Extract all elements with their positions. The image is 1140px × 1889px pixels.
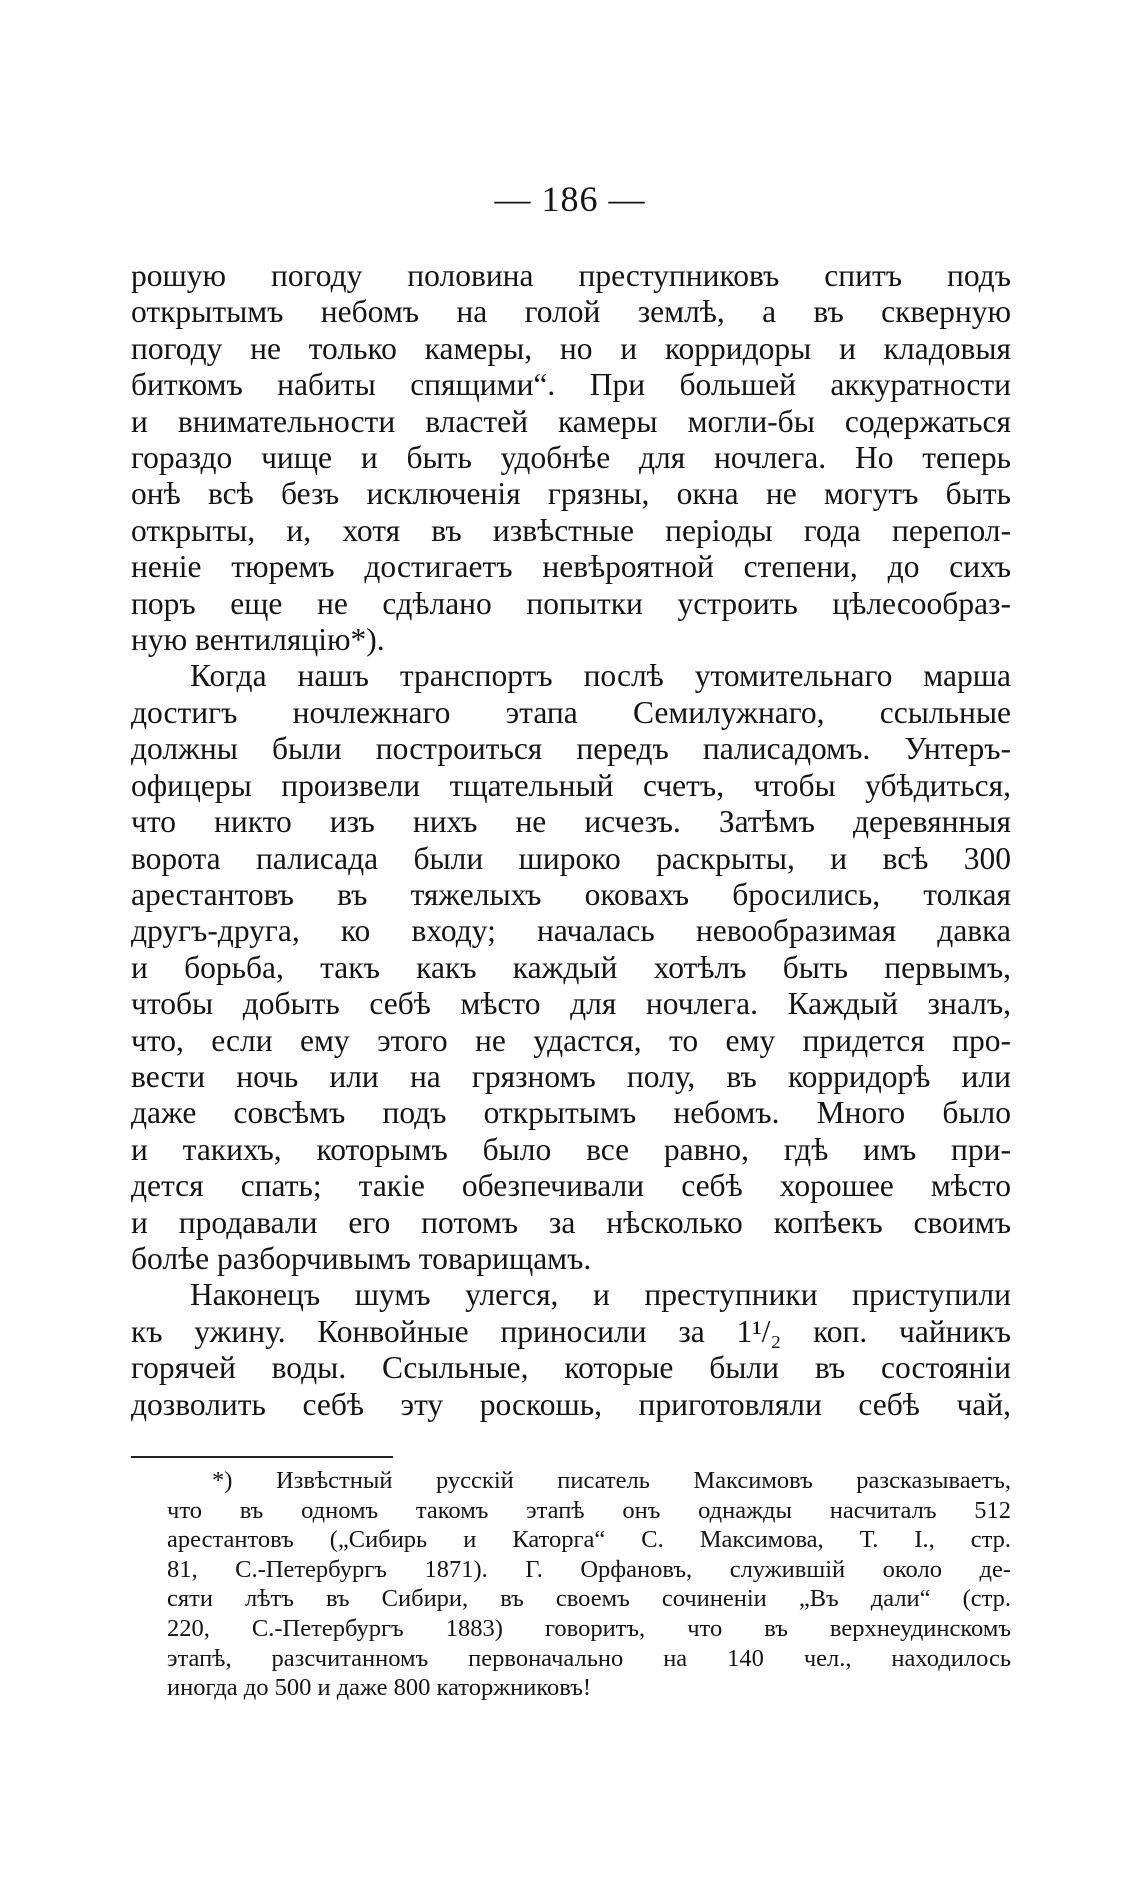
main-text bbox=[131, 258, 1011, 1423]
text-line: дется спать; такіе обезпечивали себѣ хорошее мѣсто bbox=[131, 1168, 1011, 1204]
text-line: рошую погоду половина преступниковъ спитъ подъ bbox=[131, 258, 1011, 293]
footnote-divider bbox=[131, 1456, 393, 1458]
footnote bbox=[167, 1466, 1011, 1703]
text-line: поръ еще не сдѣлано попытки устроить цѣлесообраз- bbox=[131, 585, 1011, 621]
text-line: онѣ всѣ безъ исключенія грязны, окна не могутъ быть bbox=[131, 476, 1011, 512]
text-line: должны были построиться передъ палисадомъ. Унтеръ- bbox=[131, 731, 1011, 767]
text-line: достигъ ночлежнаго этапа Семилужнаго, ссыльные bbox=[131, 694, 1011, 730]
text-line: погоду не только камеры, но и корридоры и кладовыя bbox=[131, 330, 1011, 366]
footnote-line: этапѣ, разсчитанномъ первоначально на 140 чел., находилось bbox=[167, 1644, 1011, 1672]
text-line: и внимательности властей камеры могли-бы содержаться bbox=[131, 403, 1011, 439]
footnote-line: 81, С.-Петербургъ 1871). Г. Орфановъ, служившій около де- bbox=[167, 1555, 1011, 1583]
text-line: дозволить себѣ эту роскошь, приготовляли себѣ чай, bbox=[131, 1386, 1011, 1422]
footnote-line: *) Извѣстный русскій писатель Максимовъ разсказываетъ, bbox=[212, 1467, 1011, 1494]
text-line: и такихъ, которымъ было все равно, гдѣ имъ при- bbox=[131, 1131, 1011, 1167]
text-line: гораздо чище и быть удобнѣе для ночлега. Но теперь bbox=[131, 440, 1011, 476]
text-line: чтобы добыть себѣ мѣсто для ночлега. Каждый зналъ, bbox=[131, 986, 1011, 1022]
text-line: открыты, и, хотя въ извѣстные періоды года перепол- bbox=[131, 512, 1011, 548]
text-line: горячей воды. Ссыльные, которые были въ состояніи bbox=[131, 1350, 1011, 1386]
text-line: къ ужину. Конвойные приносили за 1¹/₂ коп. чайникъ bbox=[131, 1313, 1011, 1349]
text-line: арестантовъ въ тяжелыхъ оковахъ бросились, толкая bbox=[131, 876, 1011, 912]
text-line: ворота палисада были широко раскрыты, и всѣ 300 bbox=[131, 840, 1011, 876]
text-line: вести ночь или на грязномъ полу, въ корридорѣ или bbox=[131, 1058, 1011, 1094]
paragraph-start-line: Наконецъ шумъ улегся, и преступники приступили bbox=[190, 1277, 1011, 1313]
text-line: открытымъ небомъ на голой землѣ, а въ скверную bbox=[131, 294, 1011, 330]
paragraph-start-line: Когда нашъ транспортъ послѣ утомительнаго марша bbox=[190, 658, 1011, 694]
text-line: что, если ему этого не удастся, то ему придется про- bbox=[131, 1022, 1011, 1058]
footnote-line: арестантовъ („Сибирь и Каторга“ С. Максимова, Т. I., стр. bbox=[167, 1526, 1011, 1554]
text-line: другъ-друга, ко входу; началась невообразимая давка bbox=[131, 913, 1011, 949]
footnote-line: иногда до 500 и даже 800 каторжниковъ! bbox=[167, 1674, 592, 1702]
text-line: неніе тюремъ достигаетъ невѣроятной степени, до сихъ bbox=[131, 549, 1011, 585]
text-line: ную вентиляцію*). bbox=[131, 622, 385, 658]
text-line: что никто изъ нихъ не исчезъ. Затѣмъ деревянныя bbox=[131, 804, 1011, 840]
text-line: болѣе разборчивымъ товарищамъ. bbox=[131, 1240, 592, 1276]
text-line: биткомъ набиты спящими“. При большей аккуратности bbox=[131, 367, 1011, 403]
text-line: и борьба, такъ какъ каждый хотѣлъ быть первымъ, bbox=[131, 949, 1011, 985]
text-line: офицеры произвели тщательный счетъ, чтобы убѣдиться, bbox=[131, 767, 1011, 803]
footnote-line: что въ одномъ такомъ этапѣ онъ однажды насчиталъ 512 bbox=[167, 1496, 1011, 1524]
footnote-line: сяти лѣтъ въ Сибири, въ своемъ сочиненіи „Въ дали“ (стр. bbox=[167, 1585, 1011, 1613]
text-line: и продавали его потомъ за нѣсколько копѣекъ своимъ bbox=[131, 1204, 1011, 1240]
page-number: — 186 — bbox=[494, 179, 646, 219]
text-line: даже совсѣмъ подъ открытымъ небомъ. Много было bbox=[131, 1095, 1011, 1131]
footnote-line: 220, С.-Петербургъ 1883) говоритъ, что въ верхнеудинскомъ bbox=[167, 1614, 1011, 1642]
